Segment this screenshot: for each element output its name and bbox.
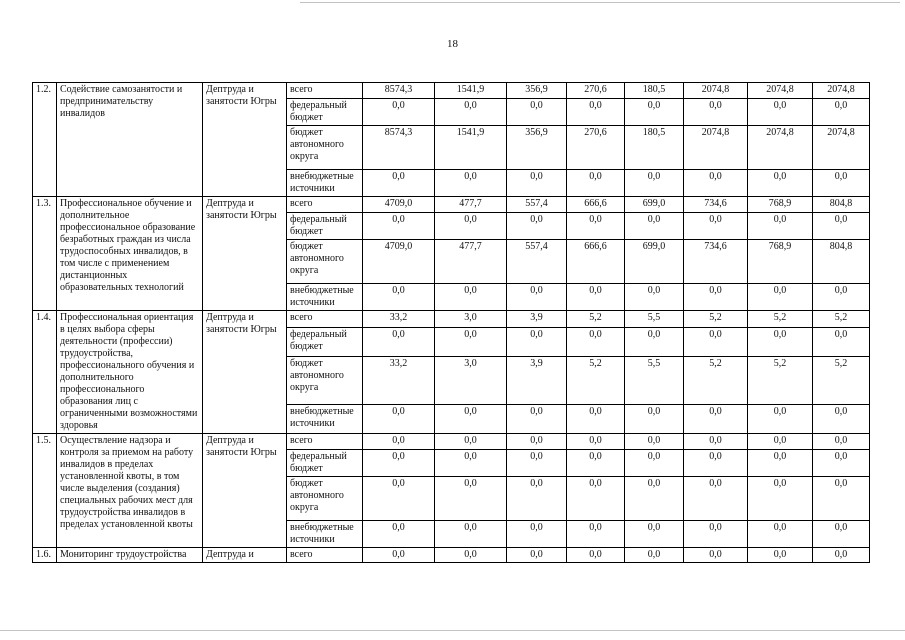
amount-cell: 0,0 [748,434,813,450]
amount-cell: 804,8 [813,197,870,213]
funding-source-label: федеральный бюджет [287,450,363,477]
funding-source-label: внебюджетные источники [287,404,363,433]
amount-cell: 699,0 [625,197,684,213]
amount-cell: 33,2 [363,311,435,328]
amount-cell: 5,2 [748,311,813,328]
amount-cell: 180,5 [625,126,684,170]
amount-cell: 0,0 [684,170,748,197]
measure-number: 1.6. [33,548,57,563]
amount-cell: 0,0 [684,284,748,311]
measure-number: 1.4. [33,311,57,434]
amount-cell: 0,0 [748,170,813,197]
measure-name: Профессиональная ориентация в целях выбора сферы деятельности (профессии) трудоустройства, профессионального обучения и дополнительного профессионального образования лиц с ограниченными возможностями здоровья [57,311,203,434]
amount-cell: 0,0 [363,99,435,126]
amount-cell: 0,0 [813,521,870,548]
amount-cell: 699,0 [625,240,684,284]
amount-cell: 0,0 [363,170,435,197]
amount-cell: 0,0 [684,521,748,548]
funding-source-label: федеральный бюджет [287,328,363,357]
amount-cell: 768,9 [748,197,813,213]
amount-cell: 0,0 [684,328,748,357]
amount-cell: 0,0 [567,170,625,197]
amount-cell: 0,0 [567,99,625,126]
amount-cell: 0,0 [684,477,748,521]
amount-cell: 0,0 [748,477,813,521]
amount-cell: 0,0 [363,434,435,450]
amount-cell: 2074,8 [684,83,748,99]
funding-source-label: всего [287,548,363,563]
amount-cell: 0,0 [625,404,684,433]
scan-edge-bottom [0,630,905,631]
funding-source-label: бюджет автономного округа [287,126,363,170]
amount-cell: 0,0 [435,548,507,563]
amount-cell: 0,0 [507,434,567,450]
amount-cell: 0,0 [435,170,507,197]
amount-cell: 0,0 [363,450,435,477]
amount-cell: 5,5 [625,311,684,328]
amount-cell: 356,9 [507,83,567,99]
funding-source-label: внебюджетные источники [287,521,363,548]
amount-cell: 0,0 [813,99,870,126]
amount-cell: 0,0 [684,548,748,563]
amount-cell: 0,0 [625,521,684,548]
funding-source-label: всего [287,83,363,99]
amount-cell: 0,0 [507,99,567,126]
funding-source-label: всего [287,311,363,328]
responsible-executor: Дептруда и занятости Югры [203,311,287,434]
amount-cell: 0,0 [435,284,507,311]
amount-cell: 0,0 [625,170,684,197]
amount-cell: 0,0 [507,170,567,197]
funding-source-label: бюджет автономного округа [287,477,363,521]
funding-source-label: федеральный бюджет [287,213,363,240]
amount-cell: 0,0 [684,450,748,477]
funding-source-label: всего [287,197,363,213]
amount-cell: 5,2 [748,357,813,404]
scan-edge-top [300,2,900,3]
responsible-executor: Дептруда и занятости Югры [203,434,287,548]
amount-cell: 0,0 [507,521,567,548]
responsible-executor: Дептруда и занятости Югры [203,83,287,197]
amount-cell: 0,0 [435,213,507,240]
amount-cell: 734,6 [684,240,748,284]
amount-cell: 0,0 [748,548,813,563]
amount-cell: 5,2 [567,357,625,404]
amount-cell: 0,0 [567,213,625,240]
amount-cell: 0,0 [567,328,625,357]
amount-cell: 0,0 [813,404,870,433]
amount-cell: 0,0 [625,328,684,357]
measure-row [33,434,870,450]
amount-cell: 0,0 [363,213,435,240]
amount-cell: 5,2 [567,311,625,328]
page-number: 18 [447,38,458,50]
responsible-executor: Дептруда и [203,548,287,563]
amount-cell: 557,4 [507,197,567,213]
amount-cell: 0,0 [363,521,435,548]
amount-cell: 0,0 [507,213,567,240]
measure-name: Осуществление надзора и контроля за приемом на работу инвалидов в пределах установленной квоты, в том числе выделения (создания) специальных рабочих мест для трудоустройства инвалидов в пределах установленной квоты [57,434,203,548]
funding-source-label: всего [287,434,363,450]
amount-cell: 477,7 [435,197,507,213]
amount-cell: 0,0 [684,99,748,126]
amount-cell: 0,0 [567,521,625,548]
amount-cell: 0,0 [748,284,813,311]
amount-cell: 8574,3 [363,83,435,99]
amount-cell: 0,0 [813,213,870,240]
amount-cell: 8574,3 [363,126,435,170]
amount-cell: 0,0 [507,477,567,521]
measure-number: 1.3. [33,197,57,311]
measure-name: Мониторинг трудоустройства [57,548,203,563]
measure-row [33,311,870,328]
measure-row [33,548,870,563]
amount-cell: 0,0 [435,521,507,548]
amount-cell: 0,0 [567,450,625,477]
amount-cell: 0,0 [435,434,507,450]
amount-cell: 5,2 [684,357,748,404]
amount-cell: 0,0 [435,328,507,357]
amount-cell: 0,0 [813,170,870,197]
amount-cell: 4709,0 [363,240,435,284]
amount-cell: 0,0 [625,434,684,450]
funding-source-label: бюджет автономного округа [287,357,363,404]
amount-cell: 180,5 [625,83,684,99]
amount-cell: 5,2 [813,311,870,328]
amount-cell: 0,0 [567,477,625,521]
amount-cell: 0,0 [435,404,507,433]
amount-cell: 0,0 [684,213,748,240]
amount-cell: 2074,8 [748,126,813,170]
funding-source-label: внебюджетные источники [287,284,363,311]
funding-source-label: бюджет автономного округа [287,240,363,284]
amount-cell: 0,0 [684,434,748,450]
amount-cell: 4709,0 [363,197,435,213]
amount-cell: 666,6 [567,240,625,284]
amount-cell: 0,0 [748,213,813,240]
amount-cell: 5,5 [625,357,684,404]
amount-cell: 0,0 [363,404,435,433]
amount-cell: 1541,9 [435,126,507,170]
measure-name: Профессиональное обучение и дополнительное профессиональное образование безработных граждан из числа трудоспособных инвалидов, в том числе с применением дистанционных образовательных технологий [57,197,203,311]
amount-cell: 0,0 [813,284,870,311]
amount-cell: 0,0 [813,477,870,521]
measure-number: 1.5. [33,434,57,548]
amount-cell: 0,0 [435,450,507,477]
amount-cell: 3,9 [507,311,567,328]
measure-name: Содействие самозанятости и предпринимательству инвалидов [57,83,203,197]
responsible-executor: Дептруда и занятости Югры [203,197,287,311]
amount-cell: 0,0 [567,284,625,311]
funding-source-label: федеральный бюджет [287,99,363,126]
amount-cell: 0,0 [625,450,684,477]
amount-cell: 2074,8 [813,126,870,170]
amount-cell: 0,0 [625,477,684,521]
amount-cell: 0,0 [363,548,435,563]
amount-cell: 270,6 [567,126,625,170]
amount-cell: 0,0 [567,548,625,563]
amount-cell: 0,0 [507,548,567,563]
amount-cell: 0,0 [507,450,567,477]
amount-cell: 0,0 [684,404,748,433]
amount-cell: 477,7 [435,240,507,284]
amount-cell: 0,0 [748,450,813,477]
amount-cell: 0,0 [748,328,813,357]
amount-cell: 0,0 [813,450,870,477]
amount-cell: 0,0 [748,521,813,548]
measure-row [33,197,870,213]
amount-cell: 1541,9 [435,83,507,99]
amount-cell: 0,0 [625,548,684,563]
amount-cell: 0,0 [748,99,813,126]
amount-cell: 0,0 [507,404,567,433]
funding-source-label: внебюджетные источники [287,170,363,197]
amount-cell: 0,0 [625,284,684,311]
amount-cell: 0,0 [507,328,567,357]
amount-cell: 356,9 [507,126,567,170]
amount-cell: 734,6 [684,197,748,213]
amount-cell: 0,0 [567,434,625,450]
budget-table [32,82,870,563]
amount-cell: 0,0 [625,213,684,240]
amount-cell: 0,0 [363,477,435,521]
amount-cell: 0,0 [748,404,813,433]
amount-cell: 0,0 [363,328,435,357]
amount-cell: 5,2 [684,311,748,328]
amount-cell: 2074,8 [748,83,813,99]
measure-number: 1.2. [33,83,57,197]
budget-table-body [33,83,870,563]
amount-cell: 5,2 [813,357,870,404]
amount-cell: 0,0 [435,477,507,521]
amount-cell: 0,0 [625,99,684,126]
amount-cell: 270,6 [567,83,625,99]
amount-cell: 2074,8 [684,126,748,170]
amount-cell: 0,0 [813,434,870,450]
amount-cell: 2074,8 [813,83,870,99]
measure-row [33,83,870,99]
amount-cell: 3,0 [435,357,507,404]
amount-cell: 0,0 [813,328,870,357]
amount-cell: 33,2 [363,357,435,404]
amount-cell: 557,4 [507,240,567,284]
amount-cell: 804,8 [813,240,870,284]
amount-cell: 0,0 [363,284,435,311]
amount-cell: 768,9 [748,240,813,284]
amount-cell: 3,9 [507,357,567,404]
amount-cell: 0,0 [567,404,625,433]
amount-cell: 3,0 [435,311,507,328]
amount-cell: 0,0 [435,99,507,126]
amount-cell: 666,6 [567,197,625,213]
amount-cell: 0,0 [813,548,870,563]
amount-cell: 0,0 [507,284,567,311]
